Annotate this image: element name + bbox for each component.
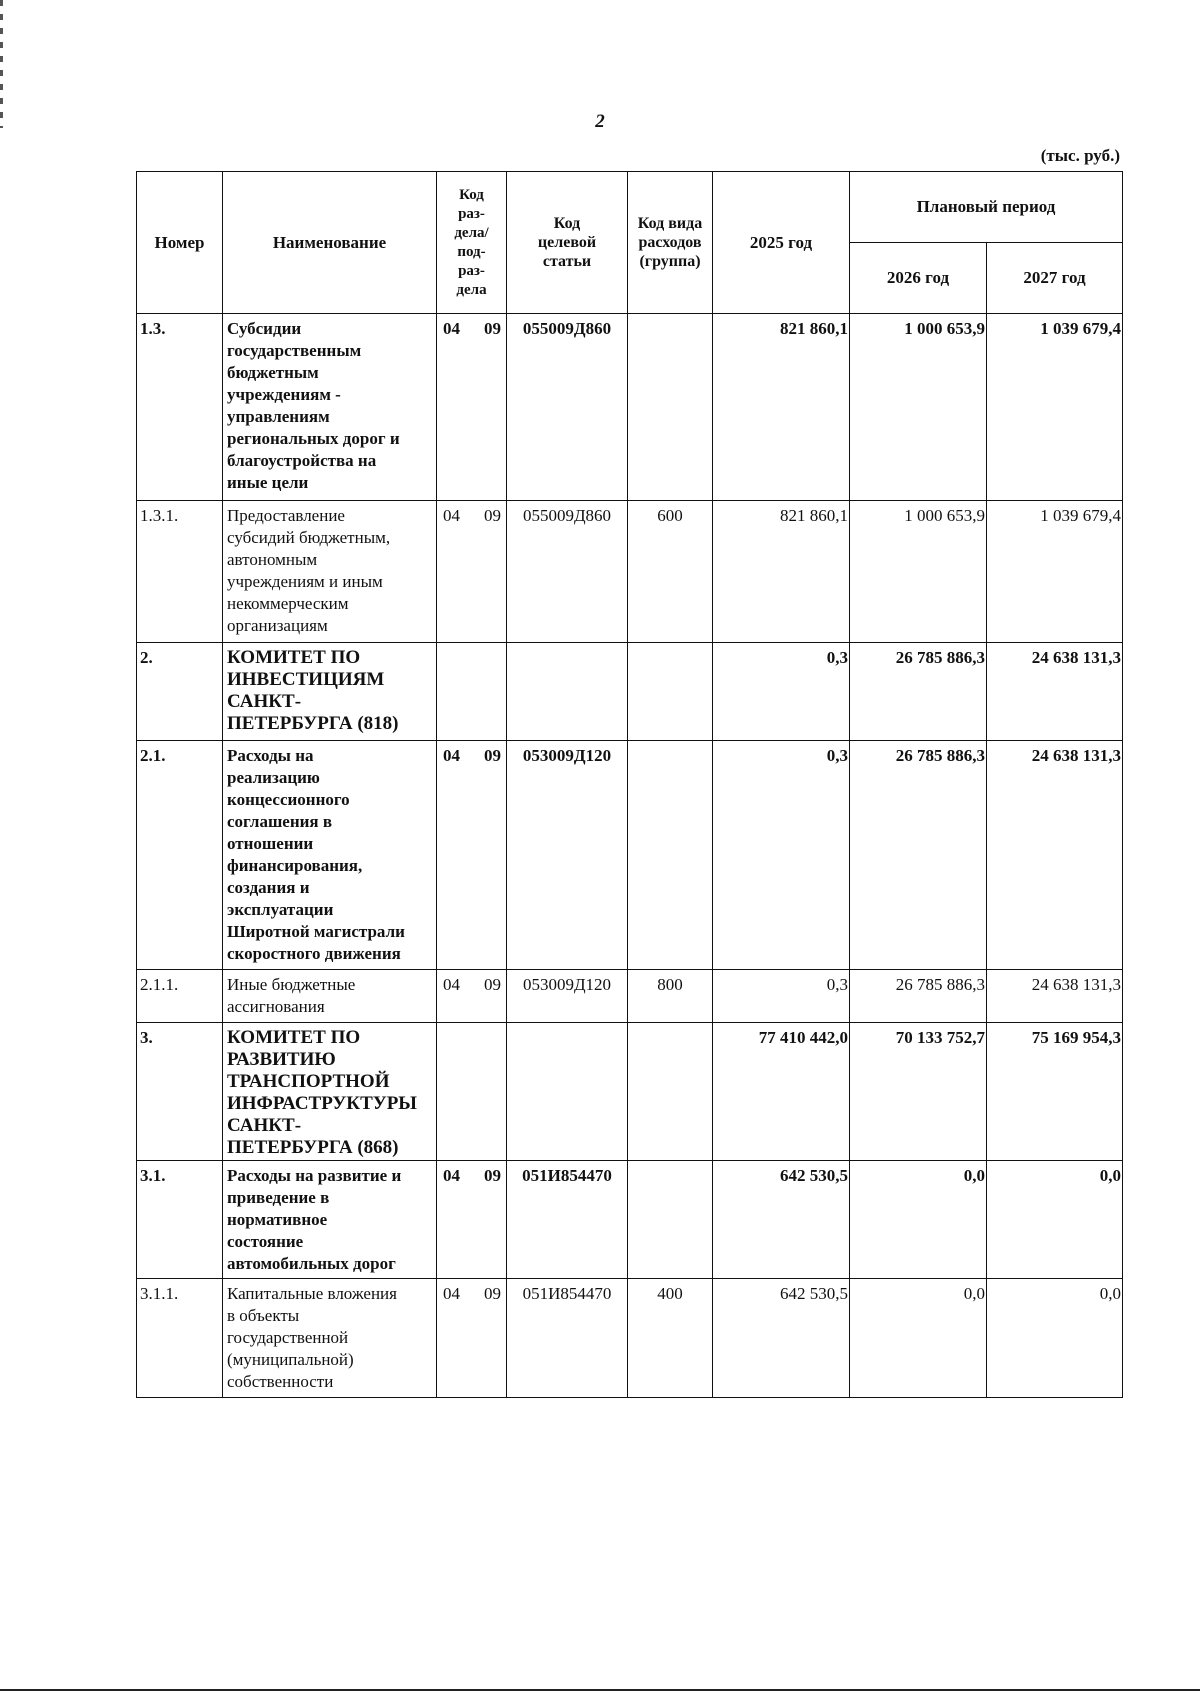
row-name-line: субсидий бюджетным, (227, 528, 391, 547)
row-kind-code (628, 1161, 713, 1279)
row-name-line: ПЕТЕРБУРГА (868) (227, 1137, 399, 1158)
row-kind-code (628, 643, 713, 741)
row-value-2025: 77 410 442,0 (713, 1023, 850, 1161)
row-name-line: КОМИТЕТ ПО (227, 1027, 361, 1048)
header-line: дела (456, 281, 487, 298)
row-section: 04 (443, 746, 460, 765)
row-value-2026: 26 785 886,3 (850, 970, 987, 1023)
row-section-code (437, 970, 507, 1023)
header-kind-code (628, 172, 713, 314)
table-body (137, 314, 1123, 1398)
row-name-line: Предоставление (227, 506, 345, 525)
row-value-2025: 821 860,1 (713, 501, 850, 643)
row-section-code (437, 501, 507, 643)
row-value-2026: 0,0 (850, 1161, 987, 1279)
row-target-code: 055009Д860 (507, 314, 628, 501)
row-name-line: Расходы на развитие и (227, 1166, 402, 1185)
row-target-code: 051И854470 (507, 1279, 628, 1398)
row-subsection: 09 (484, 1166, 501, 1185)
row-section-code (437, 741, 507, 970)
row-name-line: собственности (227, 1372, 334, 1391)
row-name-line: реализацию (227, 768, 320, 787)
budget-table (136, 171, 1123, 1398)
row-name-line: некоммерческим (227, 594, 349, 613)
row-section: 04 (443, 975, 460, 994)
header-line: статьи (542, 253, 592, 270)
header-name: Наименование (223, 172, 437, 314)
row-name-line: приведение в (227, 1188, 330, 1207)
row-value-2027: 24 638 131,3 (987, 741, 1123, 970)
row-number: 3.1. (137, 1161, 223, 1279)
row-name-line: благоустройства на (227, 451, 377, 470)
header-line: дела/ (454, 224, 489, 241)
row-kind-code (628, 1023, 713, 1161)
table-row (137, 1279, 1123, 1398)
row-name-line: автономным (227, 550, 318, 569)
row-number: 2.1. (137, 741, 223, 970)
row-name-line: РАЗВИТИЮ (227, 1049, 336, 1070)
row-value-2025: 0,3 (713, 643, 850, 741)
row-name-line: бюджетным (227, 363, 319, 382)
row-name-line: Иные бюджетные (227, 975, 356, 994)
row-name-line: автомобильных дорог (227, 1254, 396, 1273)
row-name-line: (муниципальной) (227, 1350, 354, 1369)
header-line: Код (459, 186, 484, 203)
header-year-2027: 2027 год (987, 243, 1123, 314)
row-name-line: состояние (227, 1232, 304, 1251)
row-name-line: создания и (227, 878, 310, 897)
table-row (137, 501, 1123, 643)
row-name-line: ПЕТЕРБУРГА (818) (227, 713, 399, 734)
row-target-code: 053009Д120 (507, 970, 628, 1023)
row-value-2025: 642 530,5 (713, 1161, 850, 1279)
row-name-line: САНКТ- (227, 691, 302, 712)
row-name (223, 1161, 437, 1279)
row-number: 1.3. (137, 314, 223, 501)
header-line: Код вида (637, 215, 703, 232)
row-section: 04 (443, 506, 460, 525)
row-number: 1.3.1. (137, 501, 223, 643)
row-kind-code (628, 741, 713, 970)
header-line: Код (553, 215, 581, 232)
row-name (223, 501, 437, 643)
row-name-line: Расходы на (227, 746, 314, 765)
header-planned-period: Плановый период (850, 172, 1123, 243)
row-name-line: финансирования, (227, 856, 363, 875)
row-name-line: государственным (227, 341, 362, 360)
table-header (137, 172, 1123, 314)
row-section: 04 (443, 1284, 460, 1303)
row-subsection: 09 (484, 746, 501, 765)
row-subsection: 09 (484, 506, 501, 525)
row-subsection: 09 (484, 319, 501, 338)
row-value-2026: 26 785 886,3 (850, 741, 987, 970)
row-section: 04 (443, 319, 460, 338)
row-value-2025: 821 860,1 (713, 314, 850, 501)
row-value-2026: 26 785 886,3 (850, 643, 987, 741)
row-value-2025: 0,3 (713, 970, 850, 1023)
header-line: раз- (458, 262, 485, 279)
row-name-line: ассигнования (227, 997, 325, 1016)
row-number: 2. (137, 643, 223, 741)
row-value-2027: 0,0 (987, 1279, 1123, 1398)
row-value-2027: 1 039 679,4 (987, 501, 1123, 643)
row-section-code (437, 643, 507, 741)
row-value-2026: 1 000 653,9 (850, 501, 987, 643)
scan-bottom-rule (0, 1689, 1200, 1691)
table-row (137, 314, 1123, 501)
row-name-line: учреждениям и иным (227, 572, 383, 591)
header-line: под- (457, 243, 486, 260)
row-target-code (507, 1023, 628, 1161)
row-name-line: отношении (227, 834, 314, 853)
header-section-code (437, 172, 507, 314)
row-name (223, 1279, 437, 1398)
row-name-line: Субсидии (227, 319, 302, 338)
table-row (137, 1023, 1123, 1161)
row-number: 3.1.1. (137, 1279, 223, 1398)
row-name-line: ТРАНСПОРТНОЙ (227, 1071, 390, 1092)
row-kind-code (628, 314, 713, 501)
row-name-line: эксплуатации (227, 900, 334, 919)
row-name-line: Капитальные вложения (227, 1284, 397, 1303)
row-target-code: 051И854470 (507, 1161, 628, 1279)
row-name (223, 314, 437, 501)
row-target-code: 053009Д120 (507, 741, 628, 970)
header-line: раз- (458, 205, 485, 222)
row-name (223, 970, 437, 1023)
header-year-2025: 2025 год (713, 172, 850, 314)
header-line: целевой (537, 234, 597, 251)
table-row (137, 970, 1123, 1023)
row-value-2026: 70 133 752,7 (850, 1023, 987, 1161)
row-name-line: КОМИТЕТ ПО (227, 647, 361, 668)
row-name-line: государственной (227, 1328, 349, 1347)
row-section-code (437, 1161, 507, 1279)
header-number: Номер (137, 172, 223, 314)
row-subsection: 09 (484, 975, 501, 994)
row-value-2027: 24 638 131,3 (987, 643, 1123, 741)
scan-edge-artifact (0, 0, 3, 128)
row-kind-code: 600 (628, 501, 713, 643)
row-name-line: соглашения в (227, 812, 333, 831)
row-value-2025: 642 530,5 (713, 1279, 850, 1398)
row-name-line: нормативное (227, 1210, 328, 1229)
row-name (223, 1023, 437, 1161)
row-name-line: скоростного движения (227, 944, 401, 963)
row-name-line: иные цели (227, 473, 309, 492)
header-line: (группа) (639, 253, 701, 270)
row-subsection: 09 (484, 1284, 501, 1303)
row-value-2026: 1 000 653,9 (850, 314, 987, 501)
row-name-line: ИНВЕСТИЦИЯМ (227, 669, 385, 690)
row-kind-code: 800 (628, 970, 713, 1023)
row-name-line: ИНФРАСТРУКТУРЫ (227, 1093, 417, 1114)
row-target-code (507, 643, 628, 741)
row-number: 3. (137, 1023, 223, 1161)
row-name-line: в объекты (227, 1306, 300, 1325)
table-row (137, 1161, 1123, 1279)
row-section-code (437, 314, 507, 501)
header-year-2026: 2026 год (850, 243, 987, 314)
header-target-code (507, 172, 628, 314)
header-line: расходов (638, 234, 702, 251)
row-name-line: организациям (227, 616, 328, 635)
page-number: 2 (595, 111, 605, 132)
table-row (137, 643, 1123, 741)
row-section: 04 (443, 1166, 460, 1185)
row-value-2027: 0,0 (987, 1161, 1123, 1279)
unit-note: (тыс. руб.) (1040, 146, 1120, 165)
row-name (223, 741, 437, 970)
row-name-line: САНКТ- (227, 1115, 302, 1136)
row-number: 2.1.1. (137, 970, 223, 1023)
row-name-line: концессионного (227, 790, 350, 809)
row-section-code (437, 1279, 507, 1398)
row-value-2027: 1 039 679,4 (987, 314, 1123, 501)
row-name-line: управлениям (227, 407, 330, 426)
row-section-code (437, 1023, 507, 1161)
row-name-line: учреждениям - (227, 385, 341, 404)
row-name (223, 643, 437, 741)
row-target-code: 055009Д860 (507, 501, 628, 643)
row-name-line: региональных дорог и (227, 429, 400, 448)
row-value-2027: 75 169 954,3 (987, 1023, 1123, 1161)
row-value-2025: 0,3 (713, 741, 850, 970)
table-row (137, 741, 1123, 970)
row-kind-code: 400 (628, 1279, 713, 1398)
row-value-2027: 24 638 131,3 (987, 970, 1123, 1023)
row-name-line: Широтной магистрали (227, 922, 405, 941)
row-value-2026: 0,0 (850, 1279, 987, 1398)
